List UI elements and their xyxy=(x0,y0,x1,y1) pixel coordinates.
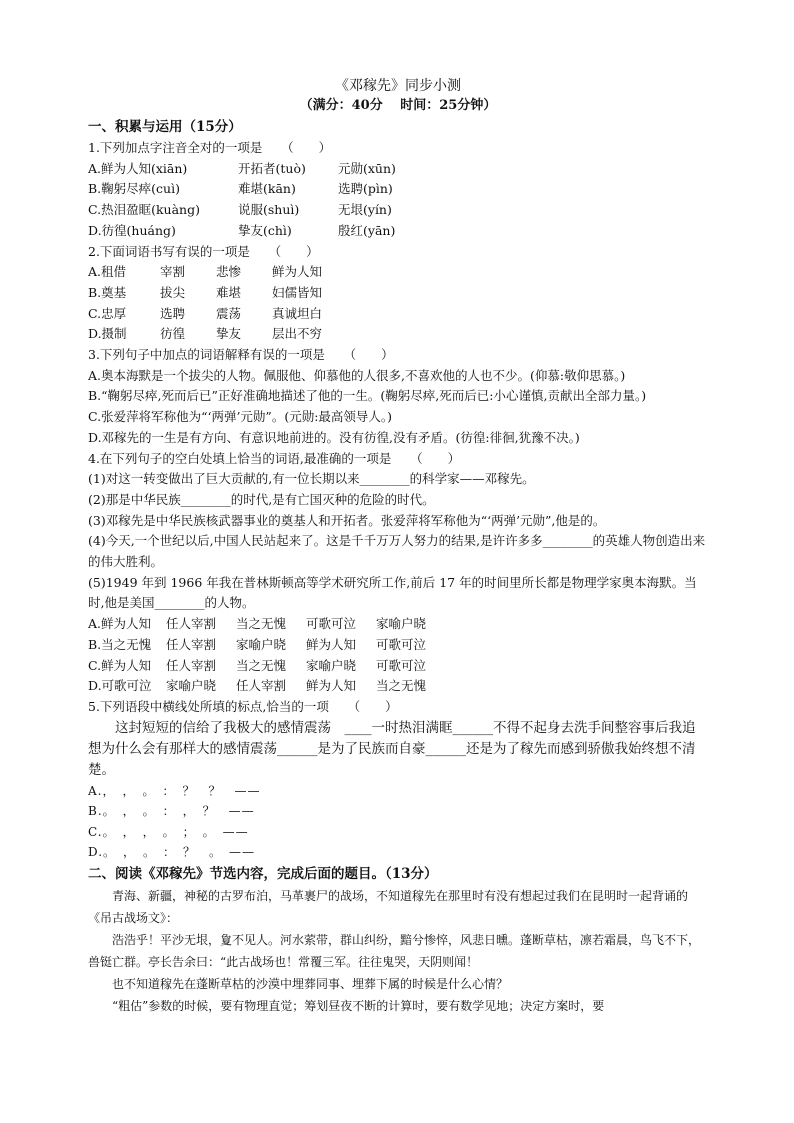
option-row xyxy=(88,635,708,656)
question-stem: 3.下列句子中加点的词语解释有误的一项是 （ ） xyxy=(88,347,394,363)
option-cell: 当之无愧 xyxy=(236,657,287,673)
option-line: D.邓稼先的一生是有方向、有意识地前进的。没有彷徨,没有矛盾。(彷徨:徘徊,犹豫不决。) xyxy=(88,429,580,445)
option-cell: 任人宰割 xyxy=(236,678,287,694)
option-cell: 可歌可泣 xyxy=(376,636,427,652)
option-line: C.张爱萍将军称他为“‘两弹’元勋”。(元勋:最高领导人。) xyxy=(88,409,393,425)
option-cell: C.鲜为人知 xyxy=(88,657,152,673)
option-cell: 层出不穷 xyxy=(272,326,323,342)
sentence-line: (5)1949 年到 1966 年我在普林斯顿高等学术研究所工作,前后 17 年的时间里所长都是物理学家奥本海默。当时,他是美国________的人物。 xyxy=(88,574,697,611)
option-line: C.。 ， ， 。 ； 。 —— xyxy=(88,824,249,839)
option-row xyxy=(88,304,708,325)
option-cell: A.租借 xyxy=(88,264,127,280)
option-line: D.。 ， 。 ： ？ 。 —— xyxy=(88,845,256,860)
option-row xyxy=(88,614,708,635)
option-cell: 家喻户晓 xyxy=(376,616,427,632)
option-row xyxy=(88,159,708,180)
option-row xyxy=(88,324,708,345)
option-cell: 鲜为人知 xyxy=(306,636,357,652)
option-cell: 宰割 xyxy=(160,264,186,280)
option-cell: C.忠厚 xyxy=(88,305,127,321)
reading-paragraph: 青海、新疆，神秘的古罗布泊，马革裹尸的战场，不知道稼先在那里时有没有想起过我们在昆明时一起背诵的《吊古战场文》： xyxy=(88,888,689,925)
page-subtitle: （满分：40分 时间：25分钟） xyxy=(299,98,497,113)
question-stem: 1.下列加点字注音全对的一项是 （ ） xyxy=(88,140,332,155)
option-row xyxy=(88,200,708,221)
option-cell: 家喻户晓 xyxy=(306,657,357,673)
sentence-line: (3)邓稼先是中华民族核武器事业的奠基人和开拓者。张爱萍将军称他为“‘两弹’元勋”,他是的。 xyxy=(88,512,606,528)
option-cell: 元勋(xūn) xyxy=(338,160,396,176)
option-cell: 难堪 xyxy=(216,284,242,300)
option-cell: 选聘 xyxy=(160,305,186,321)
option-cell: B.奠基 xyxy=(88,284,127,300)
option-cell: D.彷徨(huáng) xyxy=(88,222,176,238)
option-cell: 任人宰割 xyxy=(166,636,217,652)
option-cell: A.鲜为人知(xiān) xyxy=(88,160,188,176)
option-cell: 说服(shuì) xyxy=(238,202,300,218)
option-cell: 真诚坦白 xyxy=(272,305,323,321)
reading-paragraph: “粗估”参数的时候，要有物理直觉；筹划昼夜不断的计算时，要有数学见地；决定方案时，要 xyxy=(112,998,605,1013)
option-cell: 彷徨 xyxy=(160,326,186,342)
option-cell: 开拓者(tuò) xyxy=(238,160,306,176)
option-cell: C.热泪盈眶(kuàng) xyxy=(88,202,200,218)
option-cell: D.可歌可泣 xyxy=(88,678,152,694)
option-cell: 可歌可泣 xyxy=(376,657,427,673)
option-cell: 挚友(chì) xyxy=(238,222,292,238)
option-row xyxy=(88,676,708,697)
sentence-line: (1)对这一转变做出了巨大贡献的,有一位长期以来________的科学家——邓稼先。 xyxy=(88,471,535,487)
option-row xyxy=(88,283,708,304)
option-cell: 选聘(pìn) xyxy=(338,181,393,197)
option-cell: 震荡 xyxy=(216,305,242,321)
option-cell: A.鲜为人知 xyxy=(88,616,152,632)
option-cell: 妇儒皆知 xyxy=(272,284,323,300)
option-cell: B.当之无愧 xyxy=(88,636,152,652)
sentence-line: (2)那是中华民族________的时代,是有亡国灭种的危险的时代。 xyxy=(88,491,435,507)
reading-paragraph: 也不知道稼先在蓬断草枯的沙漠中埋葬同事、埋葬下属的时候是什么心情？ xyxy=(112,976,509,991)
option-cell: 任人宰割 xyxy=(166,616,217,632)
option-cell: 鲜为人知 xyxy=(272,264,323,280)
option-cell: 任人宰割 xyxy=(166,657,217,673)
option-cell: 挚友 xyxy=(216,326,242,342)
option-cell: 拔尖 xyxy=(160,284,186,300)
option-cell: 当之无愧 xyxy=(376,678,427,694)
question-stem: 2.下面词语书写有误的一项是 （ ） xyxy=(88,243,319,259)
option-cell: 殷红(yān) xyxy=(338,222,396,238)
option-cell: 悲惨 xyxy=(216,264,242,280)
option-cell: D.摄制 xyxy=(88,326,127,342)
document-page xyxy=(88,74,708,1017)
option-cell: B.鞠躬尽瘁(cuì) xyxy=(88,181,180,197)
option-cell: 无垠(yín) xyxy=(338,202,392,218)
page-title: 《邓稼先》同步小测 xyxy=(335,78,461,94)
option-cell: 鲜为人知 xyxy=(306,678,357,694)
passage-text: 这封短短的信给了我极大的感情震荡 ____一时热泪满眶______不得不起身去洗手间整容事后我追想为什么会有那样大的感情震荡______是为了民族而自豪______还是为了稼先而感到骄傲我始终想不清楚。 xyxy=(88,719,696,778)
sentence-line: (4)今天,一个世纪以后,中国人民站起来了。这是千千万万人努力的结果,是许许多多________的英雄人物创造出来的伟大胜利。 xyxy=(88,533,706,570)
option-row xyxy=(88,221,708,242)
option-line: B.“鞠躬尽瘁,死而后已”正好准确地描述了他的一生。(鞠躬尽瘁,死而后已:小心谨慎,贡献出全部力量。) xyxy=(88,388,647,404)
reading-paragraph: 浩浩乎！平沙无垠，夐不见人。河水萦带，群山纠纷，黯兮惨悴，风悲日曛。蓬断草枯，凛若霜晨，鸟飞不下，兽铤亡群。亭长告余曰：“此古战场也！常覆三军。往往鬼哭，天阴则闻！ xyxy=(88,932,701,969)
option-line: B.。 ， 。 ： ， ？ —— xyxy=(88,804,255,819)
question-stem: 5.下列语段中横线处所填的标点,恰当的一项 （ ） xyxy=(88,698,398,714)
option-cell: 家喻户晓 xyxy=(166,678,217,694)
option-cell: 可歌可泣 xyxy=(306,616,357,632)
option-cell: 家喻户晓 xyxy=(236,636,287,652)
option-row xyxy=(88,262,708,283)
option-line: A.奥本海默是一个拔尖的人物。佩服他、仰慕他的人很多,不喜欢他的人也不少。(仰慕:敬仰思慕。) xyxy=(88,367,626,383)
option-row xyxy=(88,179,708,200)
option-cell: 难堪(kān) xyxy=(238,181,296,197)
option-line: A.， ， 。 ： ？ ？ —— xyxy=(88,783,261,798)
section-heading: 一、积累与运用（15分） xyxy=(88,119,242,135)
section-heading: 二、阅读《邓稼先》节选内容，完成后面的题目。（13分） xyxy=(88,865,438,882)
question-stem: 4.在下列句子的空白处填上恰当的词语,最准确的一项是 （ ） xyxy=(88,450,461,466)
option-cell: 当之无愧 xyxy=(236,616,287,632)
option-row xyxy=(88,656,708,677)
